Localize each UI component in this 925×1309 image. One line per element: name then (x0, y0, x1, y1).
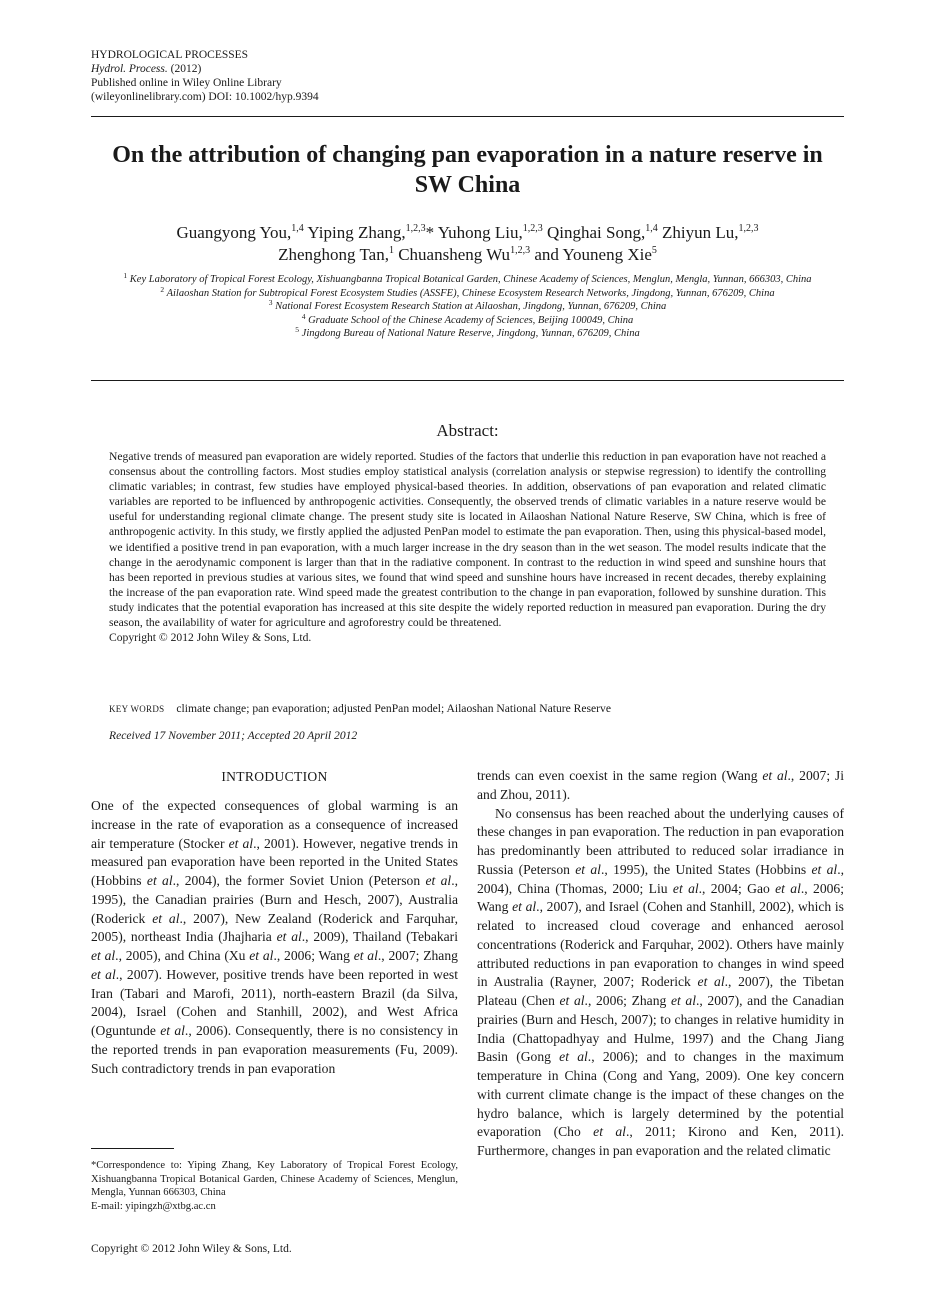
author-list: Guangyong You,$^{1,4}$ Yiping Zhang,$^{1,2,3}$* Yuhong Liu,$^{1,2,3}$ Qinghai Song,$^{1,4}$ Zhiyun Lu,$^{1,2,3}$ Zhenghong Tan,$^1$ Chuansheng Wu$^{1,2,3}$ and Youneng Xie$^5$ (176, 223, 759, 264)
keywords (109, 702, 611, 715)
keywords-text: climate change; pan evaporation; adjusted PenPan model; Ailaoshan National Nature Reserve (176, 702, 611, 715)
author-name: and Youneng Xie (534, 245, 652, 264)
author-affil-ref: 1,4 (291, 223, 304, 234)
author-affil-ref: 5 (651, 245, 657, 256)
abstract-body (109, 449, 826, 645)
intro-paragraph-1-cont: trends can even coexist in the same region (Wang et al., 2007; Ji and Zhou, 2011). (477, 768, 844, 802)
author-name: Chuansheng Wu (398, 245, 511, 264)
author-name: Zhenghong Tan, (278, 245, 389, 264)
author-affil-ref: 1 (388, 245, 394, 256)
affiliation: $^3$ National Forest Ecosystem Research Station at Ailaoshan, Jingdong, Yunnan, 676209, China (268, 298, 667, 313)
affiliation-list (91, 273, 844, 341)
left-column (91, 797, 458, 1078)
intro-paragraph-2: No consensus has been reached about the underlying causes of these changes in pan evaporation. The reduction in pan evaporation has predominantly been attributed to reduced solar irradiance in Russia (Peterson et al., 1995), the United States (Hobbins et al., 2004), China (Thomas, 2000; Liu et al., 2004; Gao et al., 2006; Wang et al., 2007), and Israel (Cohen and Stanhill, 2002), which is related to increased cloud coverage and enhanced aerosol concentrations (Roderick and Farquhar, 2002). Others have mainly attributed reductions in pan evaporation to changes in wind speed in Australia (Rayner, 2007; Roderick et al., 2007), the Tibetan Plateau (Chen et al., 2006; Zhang et al., 2007), and the Canadian prairies (Burn and Hesch, 2007); to changes in relative humidity in India (Chattopadhyay and Hulme, 1997) and the Chang Jiang Basin (Gong et al., 2006); and to changes in the maximum temperature in China (Cong and Yang, 2009). One key concern with current climate change is the impact of these changes on the hydro balance, which is largely determined by the potential evaporation (Cho et al., 2011; Kirono and Ken, 2011). Furthermore, changes in pan evaporation and the related climatic (477, 805, 845, 1158)
abstract-heading: Abstract: (436, 421, 499, 440)
author-name: Qinghai Song, (547, 223, 646, 242)
introduction-heading: INTRODUCTION (221, 769, 328, 784)
published-note: Published online in Wiley Online Library (91, 77, 282, 89)
journal-abbrev: Hydrol. Process. (91, 63, 168, 75)
abstract-rule (91, 380, 844, 381)
received-dates: Received 17 November 2011; Accepted 20 April 2012 (109, 729, 358, 742)
affiliation: $^5$ Jingdong Bureau of National Nature Reserve, Jingdong, Yunnan, 676209, China (295, 325, 640, 340)
affiliation: $^1$ Key Laboratory of Tropical Forest Ecology, Xishuangbanna Tropical Botanical Garden, Chinese Academy of Sciences, Menglun, Mengla, Yunnan, 666303, China (123, 271, 812, 285)
doi-line: (wileyonlinelibrary.com) DOI: 10.1002/hyp.9394 (91, 91, 319, 103)
author-affil-ref: 1,2,3 (522, 223, 543, 234)
author-name: Zhiyun Lu, (661, 223, 739, 242)
affiliation: $^2$ Ailaoshan Station for Subtropical Forest Ecosystem Studies (ASSFE), Chinese Ecosystem Research Networks, Jingdong, Yunnan, 676209, China (160, 284, 775, 299)
author-name: Yiping Zhang, (307, 223, 406, 242)
keywords-label: KEY WORDS (109, 704, 165, 714)
journal-name: HYDROLOGICAL PROCESSES (91, 49, 249, 61)
page-footer-copyright: Copyright © 2012 John Wiley & Sons, Ltd. (91, 1243, 292, 1255)
author-affil-ref: 1,4 (645, 223, 658, 234)
abstract-text: Negative trends of measured pan evaporation are widely reported. Studies of the factors that underlie this reduction in pan evaporation have not reached a consensus about the controlling factors. Most studies employ statistical analysis (correlation analysis or stepwise regression) to identify the controlling climatic variables; in contrast, few studies have employed physical-based theories. In addition, observations of pan evaporation and related climatic variables are reported to be influenced by anthropogenic activities. Consequently, the observed trends of climatic variables in a nature reserve would be useful for understanding regional climate change. The present study site is located in Ailaoshan National Nature Reserve, SW China, which is free of anthropogenic activity. In this study, we firstly applied the adjusted PenPan model to estimate the pan evaporation. Then, using this physical-based model, we identified a positive trend in pan evaporation, with a much larger increase in the dry season than in the wet season. The model results indicate that the change in the aerodynamic component is larger than that in the radiative component. In contrast to the reduction in wind speed and sunshine hours that has been reported in previous studies at various sites, we found that wind speed and sunshine hours have increased in recent decades, thereby explaining the increase of the pan evaporation rate. Wind speed made the greatest contribution to the change in pan evaporation, followed by sunshine duration. This study indicates that the potential evaporation has increased at this site despite the widely reported reduction in measured pan evaporation. During the dry season, the availability of water for agriculture and agroforestry could be threatened. (109, 450, 826, 630)
author-name: Yuhong Liu, (437, 223, 523, 242)
intro-paragraph-1: One of the expected consequences of global warming is an increase in the rate of evaporation as a consequence of increased air temperature (Stocker et al., 2001). However, negative trends in measured pan evaporation have been reported in the United States (Hobbins et al., 2004), the former Soviet Union (Peterson et al., 1995), the Canadian prairies (Burn and Hesch, 2007), Australia (Roderick et al., 2007), New Zealand (Roderick and Farquhar, 2005), northeast India (Jhajharia et al., 2009), Thailand (Tebakari et al., 2005), and China (Xu et al., 2006; Wang et al., 2007; Zhang et al., 2007). However, positive trends have been reported in west Iran (Tabari and Marofi, 2011), north-eastern Brazil (da Silva, 2004), Israel (Cohen and Stanhill, 2002), and West Africa (Oguntunde et al., 2006). Consequently, there is no consistency in the reported trends in pan evaporation measurements (Fu, 2009). Such contradictory trends in pan evaporation (91, 798, 458, 1076)
journal-header (91, 48, 319, 104)
affiliation: $^4$ Graduate School of the Chinese Academy of Sciences, Beijing 100049, China (301, 311, 634, 326)
correspondence-text: *Correspondence to: Yiping Zhang, Key Laboratory of Tropical Forest Ecology, Xishuangbanna Tropical Botanical Garden, Chinese Academy of Sciences, Menglun, Mengla, Yunnan 666303, China (91, 1160, 458, 1199)
author-affil-ref: 1,2,3 (405, 223, 426, 234)
paper-title: On the attribution of changing pan evaporation in a nature reserve in SW China (112, 142, 823, 198)
author-name: Guangyong You, (176, 223, 292, 242)
author-affil-ref: 1,2,3 (510, 245, 531, 256)
author-affil-ref: 1,2,3 (738, 223, 759, 234)
journal-citation (91, 62, 319, 76)
journal-year: (2012) (170, 63, 202, 75)
header-rule (91, 116, 844, 117)
footnote-rule (91, 1148, 174, 1149)
abstract-copyright: Copyright © 2012 John Wiley & Sons, Ltd. (109, 631, 312, 645)
correspondence-footnote (91, 1159, 458, 1213)
correspondence-email: E-mail: yipingzh@xtbg.ac.cn (91, 1200, 216, 1212)
right-column (477, 767, 844, 1161)
